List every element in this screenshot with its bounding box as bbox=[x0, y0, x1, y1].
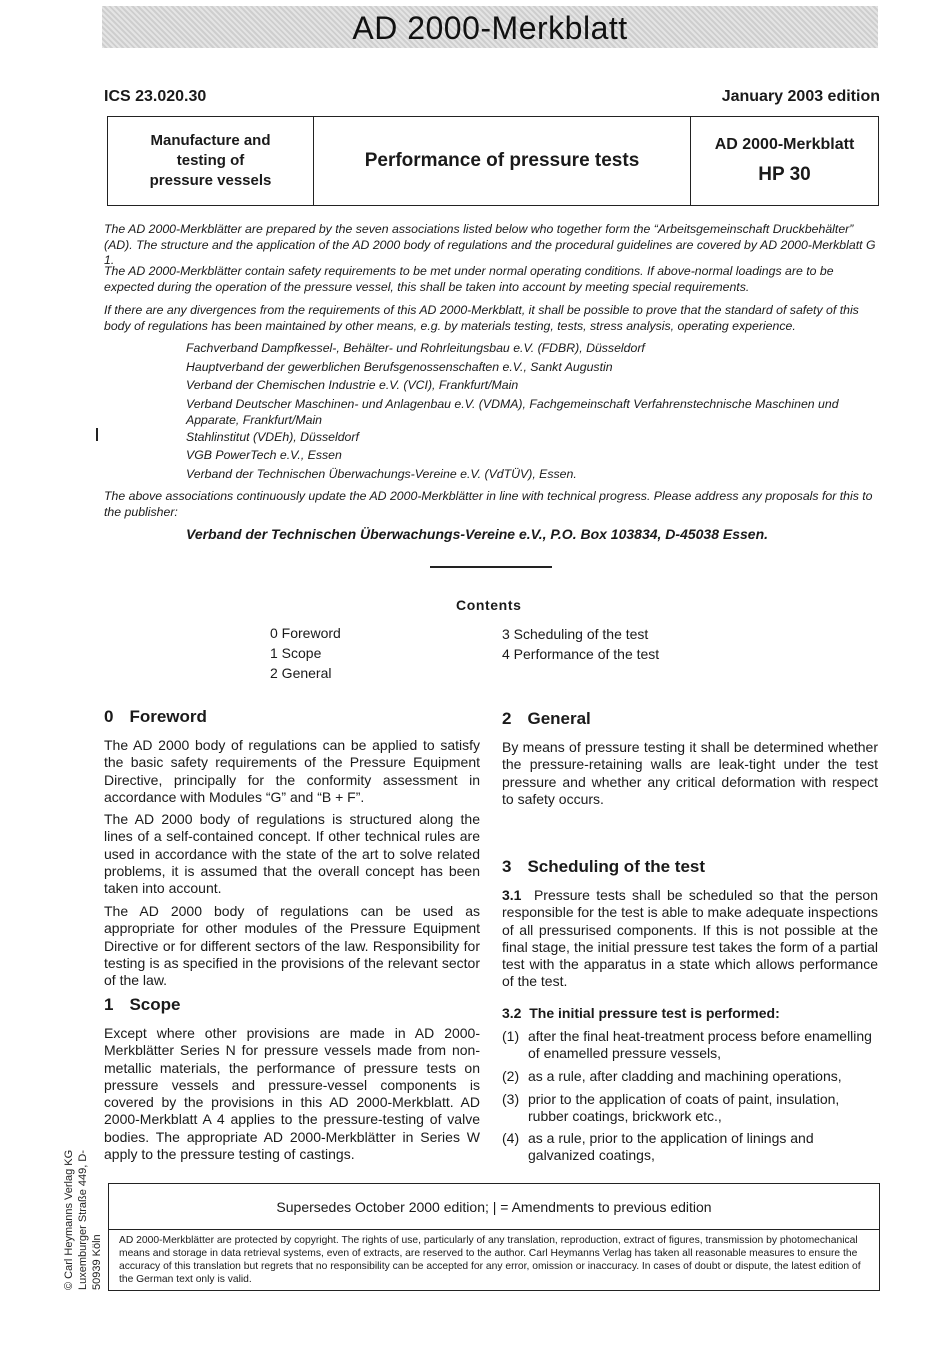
section-number: 3 bbox=[502, 857, 512, 876]
association-item: Verband der Chemischen Industrie e.V. (VCI), Frankfurt/Main bbox=[186, 378, 519, 392]
toc-list-left bbox=[270, 623, 341, 683]
publisher-address: Verband der Technischen Überwachungs-Vereine e.V., P.O. Box 103834, D-45038 Essen. bbox=[186, 526, 769, 542]
list-item-text: as a rule, after cladding and machining operations, bbox=[528, 1068, 842, 1084]
category-line: testing of bbox=[176, 152, 245, 169]
section-title: Scheduling of the test bbox=[527, 857, 706, 876]
list-item bbox=[502, 1130, 878, 1165]
intro-paragraph: The above associations continuously update the AD 2000-Merkblätter in line with technical progress. Please address any proposals for this to the publisher: bbox=[104, 489, 873, 519]
supersedes-note: Supersedes October 2000 edition; | = Amendments to previous edition bbox=[108, 1183, 880, 1230]
edition-date: January 2003 edition bbox=[721, 88, 880, 105]
section-title: Scope bbox=[129, 995, 181, 1014]
toc-list-right bbox=[502, 624, 659, 664]
subsection-3-1 bbox=[502, 887, 878, 991]
list-item bbox=[502, 1028, 878, 1063]
toc-item[interactable]: 3 Scheduling of the test bbox=[502, 626, 649, 642]
category-cell bbox=[108, 117, 314, 205]
toc-item[interactable]: 0 Foreword bbox=[270, 625, 341, 641]
toc-item[interactable]: 4 Performance of the test bbox=[502, 646, 660, 662]
section-heading-scope bbox=[104, 995, 181, 1015]
section-number: 1 bbox=[104, 995, 114, 1014]
copyright-notice bbox=[108, 1229, 880, 1291]
publisher-sidebar bbox=[62, 1120, 103, 1290]
section-number: 0 bbox=[104, 707, 114, 726]
intro-paragraph: If there are any divergences from the requirements of this AD 2000-Merkblatt, it shall be possible to prove that the standard of safety of this body of regulations has been maintained by other means, e.g. by materials testing, tests, stress analysis, operating experience. bbox=[104, 303, 859, 333]
sidebar-line: Luxemburger Straße 449, D-50939 Köln bbox=[77, 1149, 103, 1290]
contents-title: Contents bbox=[456, 597, 522, 613]
subsection-number: 3.1 bbox=[502, 887, 522, 903]
ics-code: ICS 23.020.30 bbox=[104, 88, 207, 105]
section-heading-scheduling bbox=[502, 857, 705, 877]
paragraph: The AD 2000 body of regulations is structured along the lines of a self-contained concept. If other technical rules are used in accordance with the state of the art to solve related problems, it is assumed that the overall concept has been taken into account. bbox=[104, 811, 480, 897]
copyright-text: AD 2000-Merkblätter are protected by copyright. The rights of use, particularly of any translation, reproduction, extract of figures, transmission by photomechanical means and storage in data retrieval systems, even of extracts, are reserved to the author. Carl Heymanns Verlag has taken all reasonable measures to ensure the accuracy of this translation but regrets that no responsibility can be accepted for any error, omission or inaccuracy. In cases of doubt or dispute, the latest edition of the German text only is valid. bbox=[119, 1235, 861, 1285]
intro-paragraph: The AD 2000-Merkblätter contain safety requirements to be met under normal operating conditions. If above-normal loadings are to be expected during the operation of the pressure vessel, this shall be taken into account by meeting special requirements. bbox=[104, 264, 834, 294]
list-item bbox=[502, 1091, 878, 1126]
paragraph: Except where other provisions are made in AD 2000-Merkblätter Series N for pressure vessels made from non-metallic materials, the performance of pressure tests on pressure vessels and pressure-vessel components is covered by the provisions in this AD 2000-Merkblatt. AD 2000-Merkblatt A 4 applies to the pressure-testing of valve bodies. The appropriate AD 2000-Merkblätter in Series W apply to the pressure testing of castings. bbox=[104, 1025, 480, 1163]
list-item-number: (2) bbox=[502, 1068, 520, 1084]
association-item: Fachverband Dampfkessel-, Behälter- und Rohrleitungsbau e.V. (FDBR), Düsseldorf bbox=[186, 341, 645, 355]
list-item-text: as a rule, prior to the application of linings and galvanized coatings, bbox=[528, 1130, 814, 1164]
series-name: AD 2000-Merkblatt bbox=[714, 136, 855, 153]
list-item-number: (4) bbox=[502, 1130, 520, 1146]
list-item-number: (1) bbox=[502, 1028, 520, 1044]
sidebar-line: © Carl Heymanns Verlag KG bbox=[63, 1149, 75, 1290]
section-heading-general bbox=[502, 709, 591, 729]
paragraph: The AD 2000 body of regulations can be used as appropriate for other modules of the Pressure Equipment Directive or for different sectors of the law. Responsibility for testing is as specified in the provisions of the relevant sector of the law. bbox=[104, 903, 480, 989]
subsection-number: 3.2 bbox=[502, 1005, 522, 1021]
subsection-3-2-heading bbox=[502, 1005, 878, 1021]
association-item: Hauptverband der gewerblichen Berufsgenossenschaften e.V., Sankt Augustin bbox=[186, 360, 613, 374]
paragraph: By means of pressure testing it shall be determined whether the pressure-retaining walls are leak-tight under the test pressure and whether any critical deformation with respect to safety occurs. bbox=[502, 739, 878, 807]
category-line: pressure vessels bbox=[149, 172, 272, 189]
header-box bbox=[107, 116, 879, 206]
list-item-number: (3) bbox=[502, 1091, 520, 1107]
section-title: General bbox=[527, 709, 591, 728]
section-heading-foreword bbox=[104, 707, 207, 727]
category-line: Manufacture and bbox=[150, 132, 271, 149]
association-item: VGB PowerTech e.V., Essen bbox=[186, 448, 342, 462]
intro-paragraph: The AD 2000-Merkblätter are prepared by the seven associations listed below who together form the “Arbeitsgemeinschaft Druckbehälter” (AD). The structure and the application of the AD 2000 body of regulations and the procedural guidelines are covered by AD 2000-Merkblatt G 1. bbox=[104, 222, 876, 267]
divider bbox=[430, 566, 552, 568]
paragraph: The AD 2000 body of regulations can be applied to satisfy the basic safety requirements of the Pressure Equipment Directive, principally for the conformity assessment in accordance with Modules “G” and “B + F”. bbox=[104, 737, 480, 805]
series-cell bbox=[691, 117, 878, 205]
list-item-text: prior to the application of coats of paint, insulation, rubber coatings, brickwork etc., bbox=[528, 1091, 840, 1125]
association-item: Stahlinstitut (VDEh), Düsseldorf bbox=[186, 430, 359, 444]
list-item-text: after the final heat-treatment process before enamelling of enamelled pressure vessels, bbox=[528, 1028, 872, 1062]
document-title: Performance of pressure tests bbox=[314, 117, 691, 205]
section-title: Foreword bbox=[129, 707, 207, 726]
amendment-bar bbox=[96, 428, 98, 441]
association-item: Verband der Technischen Überwachungs-Vereine e.V. (VdTÜV), Essen. bbox=[186, 467, 577, 481]
toc-item[interactable]: 2 General bbox=[270, 665, 332, 681]
list-item bbox=[502, 1068, 878, 1085]
section-number: 2 bbox=[502, 709, 512, 728]
document-banner: AD 2000-Merkblatt bbox=[102, 6, 878, 48]
toc-item[interactable]: 1 Scope bbox=[270, 645, 322, 661]
document-code: HP 30 bbox=[758, 164, 811, 185]
subsection-text: Pressure tests shall be scheduled so that the person responsible for the test is able to make adequate inspections of all pressurised components. If this is not possible at the final stage, the initial pressure test takes the form of a partial test with the apparatus in a state which allows performance of the test. bbox=[502, 887, 878, 990]
subsection-title: The initial pressure test is performed: bbox=[529, 1005, 780, 1021]
association-item: Verband Deutscher Maschinen- und Anlagenbau e.V. (VDMA), Fachgemeinschaft Verfahrenstechnische Maschinen und Apparate, Frankfurt/Main bbox=[186, 397, 839, 427]
